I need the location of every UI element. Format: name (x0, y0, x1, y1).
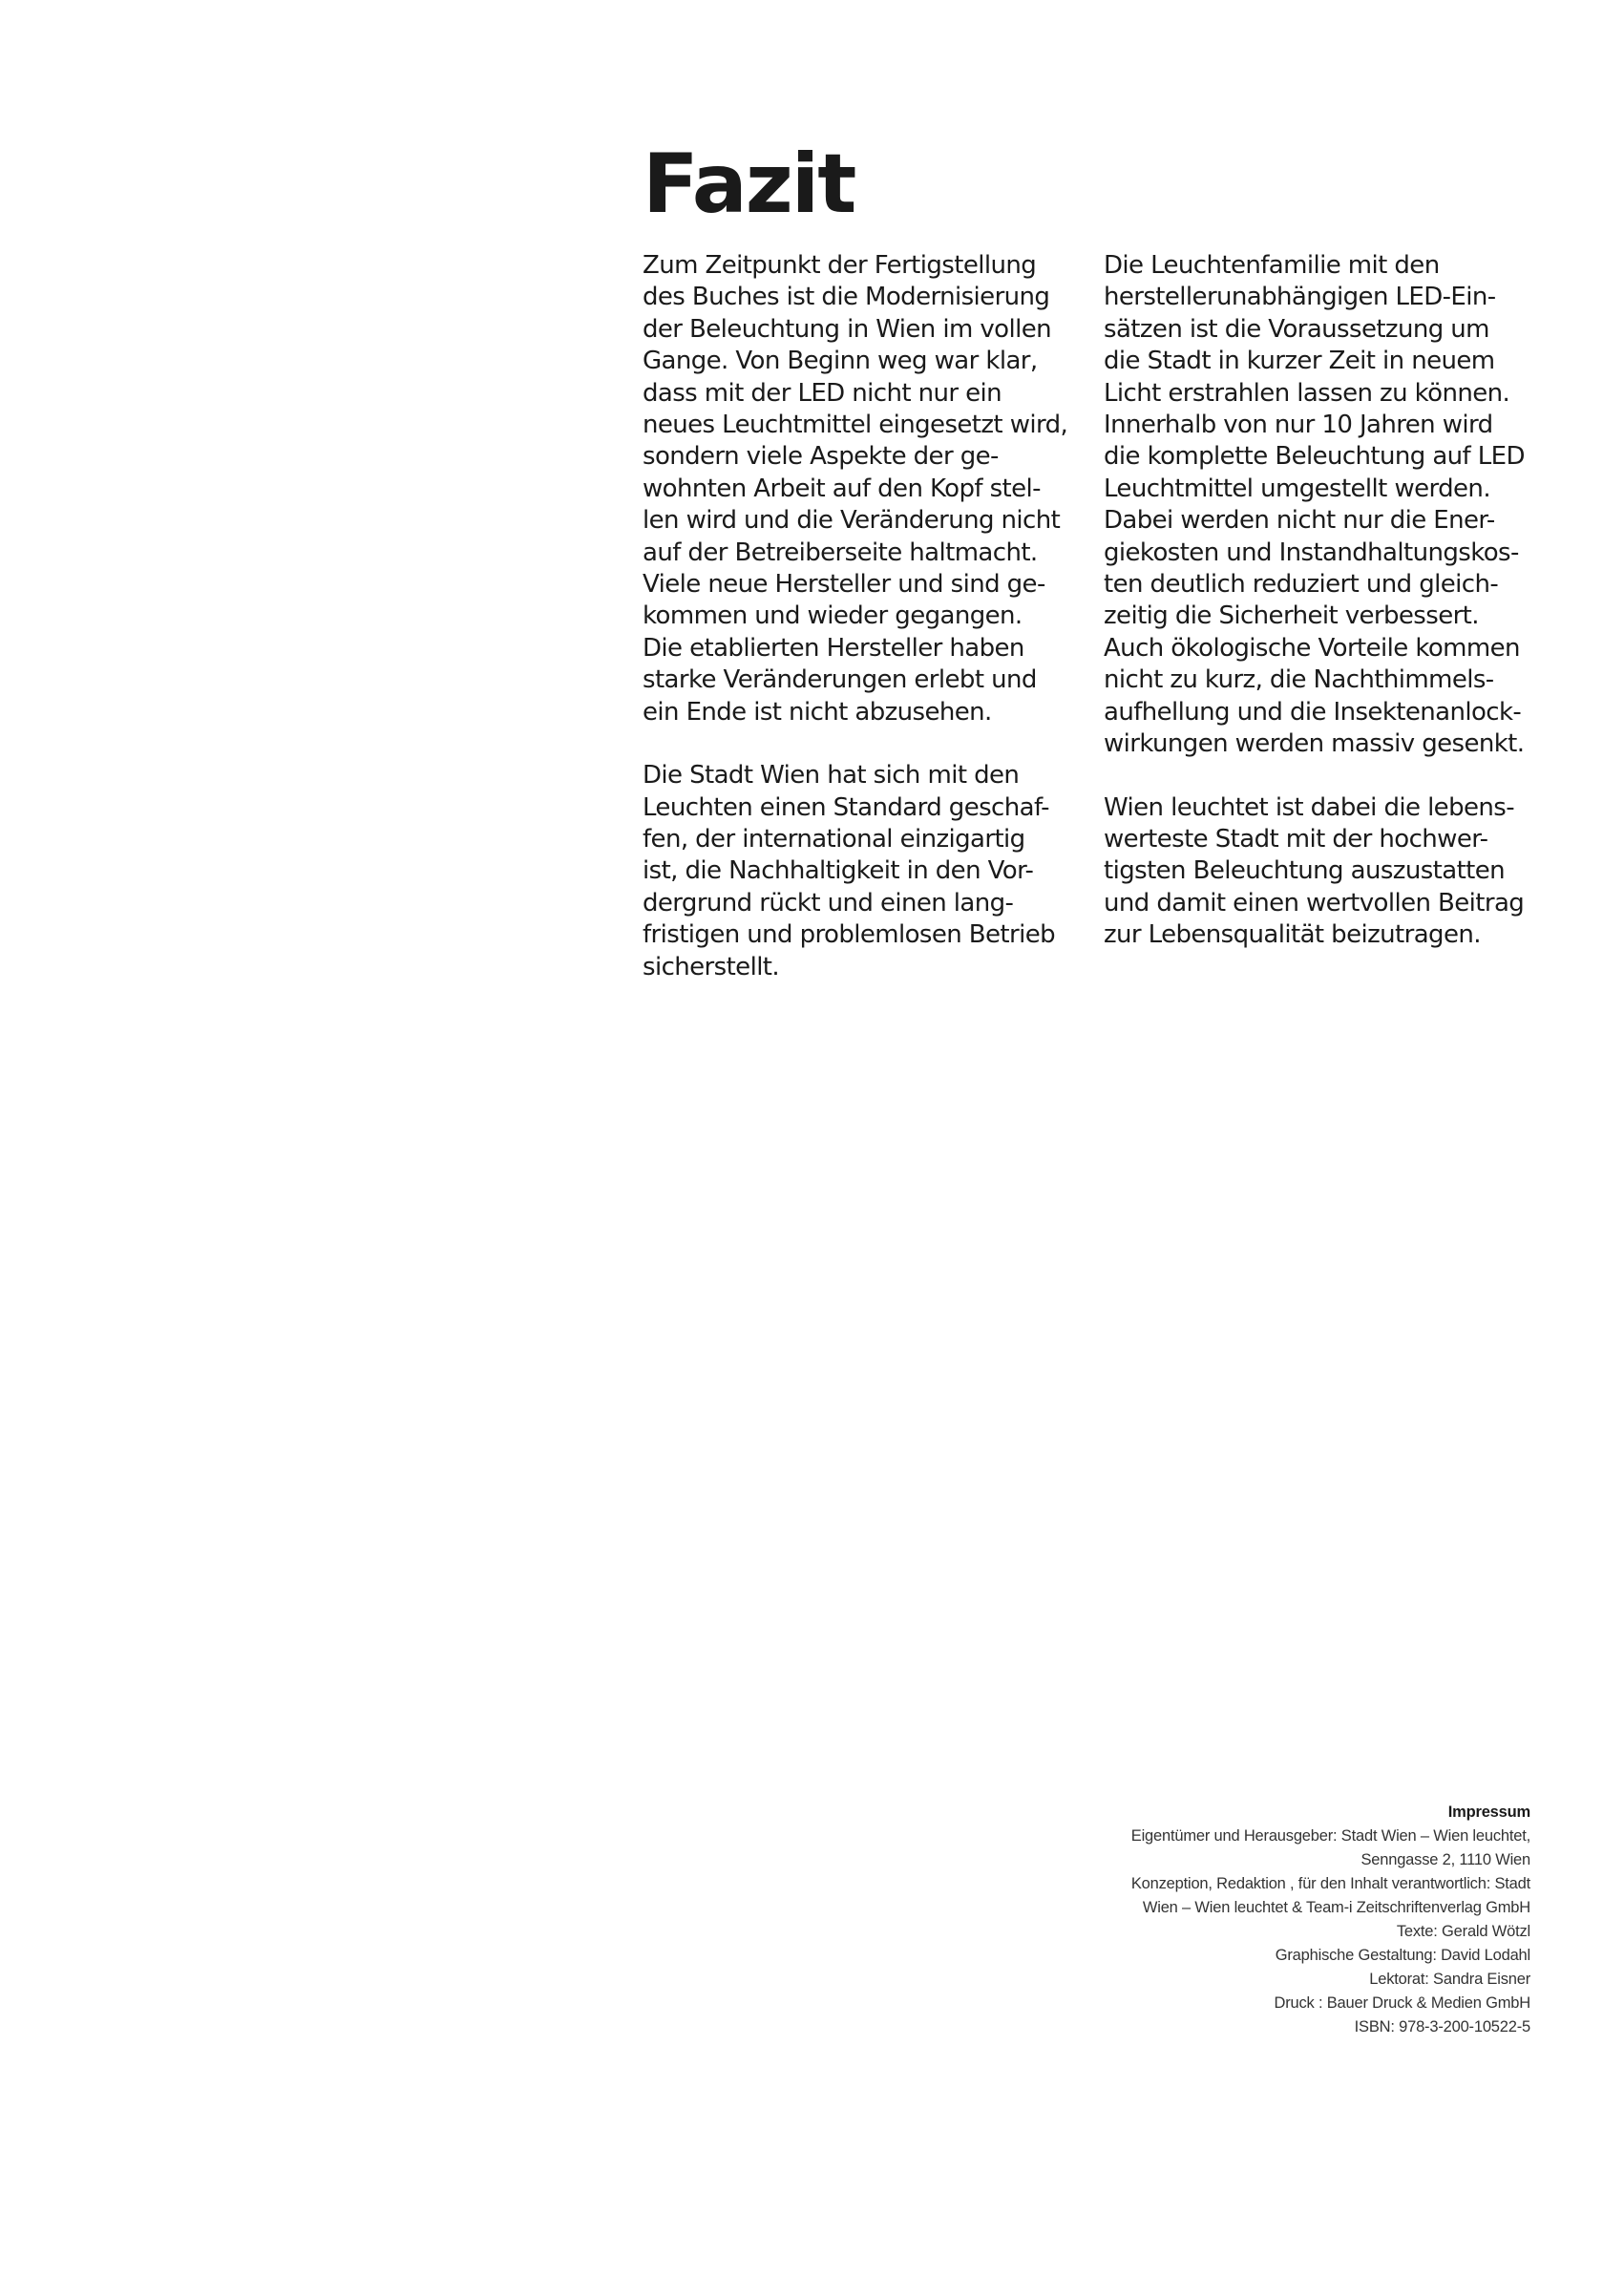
impressum-block (1034, 1801, 1530, 2039)
impressum-line: Druck : Bauer Druck & Medien GmbH (1274, 1994, 1530, 2012)
impressum-line: Wien – Wien leuchtet & Team-i Zeitschriftenverlag GmbH (1142, 1899, 1530, 1916)
impressum-line: ISBN: 978-3-200-10522-5 (1354, 2018, 1530, 2035)
impressum-line: Graphische Gestaltung: David Lodahl (1275, 1947, 1530, 1964)
impressum-line: Senngasse 2, 1110 Wien (1360, 1851, 1530, 1868)
text-column-left (643, 250, 1091, 1015)
paragraph: Wien leuchtet ist dabei die lebens- werteste Stadt mit der hochwer- tigsten Beleuchtung auszustatten und damit einen wertvollen Beitrag zur Lebensqualität beizutragen. (1104, 792, 1525, 950)
paragraph: Die Leuchtenfamilie mit den herstellerunabhängigen LED-Ein- sätzen ist die Voraussetzung um die Stadt in kurzer Zeit in neuem Licht erstrahlen lassen zu können. Innerhalb von nur 10 Jahren wird die komplette Beleuchtung auf LED Leuchtmittel umgestellt werden. Dabei werden nicht nur die Ener- giekosten und Instandhaltungskos- ten deutlich reduziert und gleich- zeitig die Sicherheit verbessert. Auch ökologische Vorteile kommen nicht zu kurz, die Nachthimmels- aufhellung und die Insektenanlock- wirkungen werden massiv gesenkt. (1104, 251, 1525, 759)
paragraph: Die Stadt Wien hat sich mit den Leuchten einen Standard geschaf- fen, der international einzigartig ist, die Nachhaltigkeit in den Vor- dergrund rückt und einen lang- fristigen und problemlosen Betrieb sicherstellt. (643, 761, 1056, 981)
impressum-line: Konzeption, Redaktion , für den Inhalt verantwortlich: Stadt (1130, 1875, 1530, 1892)
text-column-right (1104, 250, 1552, 983)
impressum-line: Lektorat: Sandra Eisner (1369, 1971, 1530, 1988)
impressum-line: Eigentümer und Herausgeber: Stadt Wien – Wien leuchtet, (1130, 1827, 1530, 1845)
page-title: Fazit (643, 137, 855, 232)
impressum-line: Texte: Gerald Wötzl (1396, 1923, 1530, 1940)
paragraph: Zum Zeitpunkt der Fertigstellung des Buches ist die Modernisierung der Beleuchtung in Wien im vollen Gange. Von Beginn weg war klar, dass mit der LED nicht nur ein neues Leuchtmittel eingesetzt wird, sondern viele Aspekte der ge- wohnten Arbeit auf den Kopf stel- len wird und die Veränderung nicht auf der Betreiberseite haltmacht. Viele neue Hersteller und sind ge- kommen und wieder gegangen. Die etablierten Hersteller haben starke Veränderungen erlebt und ein Ende ist nicht abzusehen. (643, 251, 1068, 727)
impressum-heading: Impressum (1447, 1803, 1530, 1821)
